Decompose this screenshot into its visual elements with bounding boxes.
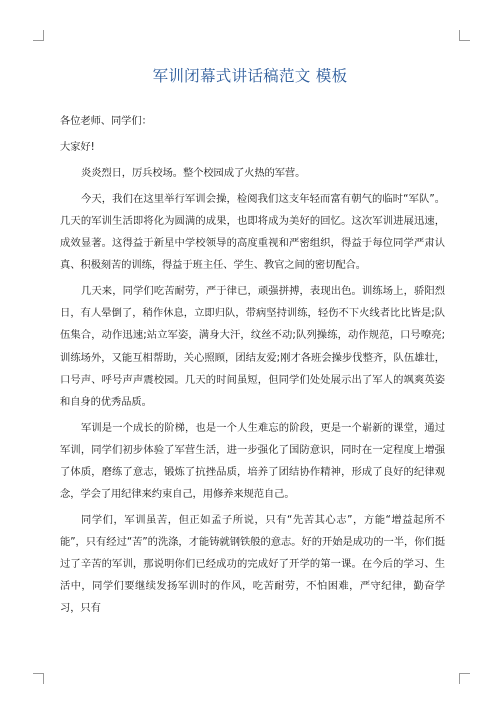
crop-mark-bottom-left (33, 673, 44, 684)
crop-mark-bottom-right (459, 673, 470, 684)
paragraph: 炎炎烈日，厉兵校场。整个校园成了火热的军营。 (81, 166, 306, 179)
paragraph: 军训是一个成长的阶梯，也是一个人生难忘的阶段，更是一个崭新的课堂，通过军训，同学们初步体验了军营生活，进一步强化了国防意识，同时在一定程度上增强了体质，磨练了意志，锻炼了抗挫品质，培养了团结协作精神，形成了良好的纪律观念，学会了用纪律来约束自己，用修养来规范自己。 (60, 421, 445, 500)
salutation: 各位老师、同学们： (60, 115, 152, 127)
paragraph: 几天来，同学们吃苦耐劳，严于律已，顽强拼搏，表现出色。训练场上，骄阳烈日，有人晕倒了，稍作休息，立即归队，带病坚持训练，轻伤不下火线者比比皆是;队伍集合，动作迅速;站立军姿，满身大汗，纹丝不动;队列操练，动作规范，口号嘹亮;训练场外，又能互相帮助，关心照顾，团结友爱;刚才各班会操步伐整齐，队伍雄壮，口号声、呼号声声震校园。几天的时间虽短，但同学们处处展示出了军人的飒爽英姿和自身的优秀品质。 (60, 285, 445, 408)
paragraph: 今天，我们在这里举行军训会操，检阅我们这支年轻而富有朝气的临时“军队”。几天的军训生活即将化为圆满的成果，也即将成为美好的回忆。这次军训进展迅速，成效显著。这得益于新星中学校领导的高度重视和严密组织，得益于每位同学严肃认真、积极刻苦的训练，得益于班主任、学生、教官之间的密切配合。 (60, 192, 445, 272)
document-title: 军训闭幕式讲话稿范文 模板 (152, 67, 348, 85)
document-body (60, 110, 445, 623)
greeting: 大家好! (60, 140, 95, 153)
paragraph: 同学们，军训虽苦，但正如孟子所说，只有“先苦其心志”，方能“增益起所不能”，只有经过“苦”的洗涤，才能铸就钢铁般的意志。好的开始是成功的一半，你们挺过了辛苦的军训，那说明你们已经成功的完成好了开学的第一课。在今后的学习、生活中，同学们要继续发扬军训时的作风，吃苦耐劳，不怕困难，严守纪律，勤奋学习，只有 (60, 513, 445, 615)
crop-mark-top-left (33, 30, 44, 41)
crop-mark-top-right (459, 30, 470, 41)
